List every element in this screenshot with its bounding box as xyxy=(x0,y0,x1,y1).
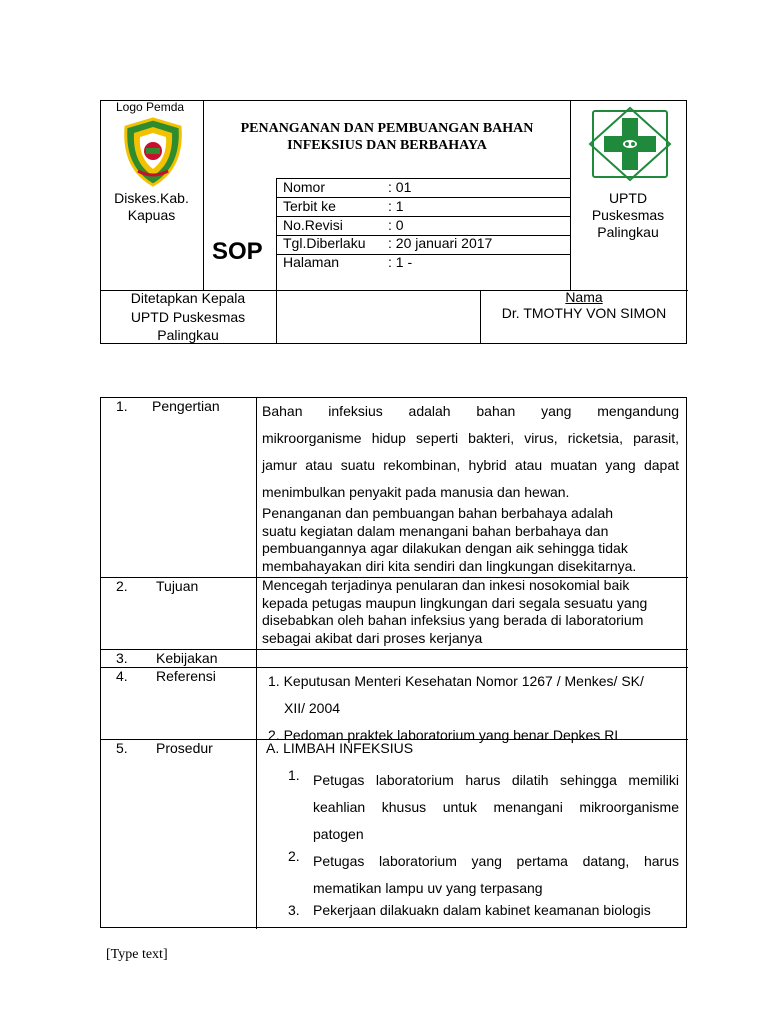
prosedur-heading: A. LIMBAH INFEKSIUS xyxy=(266,740,414,756)
text-line: membahayakan diri kita sendiri dan lingkungan disekitarnya. xyxy=(262,557,637,574)
referensi-item-2: 2. Pedoman praktek laboratorium yang benar Depkes RI xyxy=(268,727,619,743)
prosedur-item-number: 2. xyxy=(288,848,300,864)
ditetapkan-line1: Ditetapkan Kepala xyxy=(130,290,246,306)
dinas-line2: Kapuas xyxy=(127,207,176,223)
referensi-item-1: 1. Keputusan Menteri Kesehatan Nomor 1267 / Menkes/ SK/ xyxy=(268,673,644,689)
meta-key: No.Revisi xyxy=(283,217,343,233)
meta-value: : 01 xyxy=(388,179,412,195)
text-line: disebabkan oleh bahan infeksius yang berada di laboratorium xyxy=(262,612,644,628)
section-number: 2. xyxy=(116,578,128,594)
prosedur-item-number: 3. xyxy=(288,902,300,918)
meta-key: Nomor xyxy=(283,179,326,195)
meta-key: Terbit ke xyxy=(283,198,336,214)
nama-value: Dr. TMOTHY VON SIMON xyxy=(501,305,667,321)
text-line: keahlian khusus untuk menangani mikroorganisme xyxy=(313,799,679,815)
footer-text: [Type text] xyxy=(106,947,168,962)
section-label-prosedur: Prosedur xyxy=(156,740,213,756)
puskesmas-logo-icon xyxy=(588,106,672,182)
meta-key: Tgl.Diberlaku xyxy=(283,235,366,251)
section-number: 3. xyxy=(116,650,128,666)
text-line: Pekerjaan dilakuakn dalam kabinet keamanan biologis xyxy=(313,902,651,918)
section-label-kebijakan: Kebijakan xyxy=(156,650,218,666)
text-line: sebagai akibat dari proses kerjanya xyxy=(262,629,483,646)
text-line: jamur atau suatu rekombinan, hybrid atau muatan yang dapat xyxy=(262,457,679,473)
section-label-pengertian: Pengertian xyxy=(152,398,220,414)
ditetapkan-line3: Palingkau xyxy=(157,327,219,343)
text-line: mematikan lampu uv yang terpasang xyxy=(313,880,543,896)
puskesmas-line1: UPTD xyxy=(608,190,648,206)
referensi-list xyxy=(268,668,685,749)
ditetapkan-label xyxy=(100,289,276,345)
puskesmas-label xyxy=(574,190,682,241)
text-line: Mencegah terjadinya penularan dan inkesi nosokomial baik xyxy=(262,577,630,593)
title-line1: PENANGANAN DAN PEMBUANGAN BAHAN xyxy=(240,121,534,136)
text-line: pembuangannya agar dilakukan dengan aik sehingga tidak xyxy=(262,540,628,556)
text-line: patogen xyxy=(313,826,364,842)
meta-key: Halaman xyxy=(283,254,340,270)
meta-value: : 1 - xyxy=(388,254,413,270)
text-line: Petugas laboratorium harus dilatih sehingga memiliki xyxy=(313,772,679,788)
nama-label: Nama xyxy=(565,289,603,305)
text-line: kepada petugas maupun lingkungan dari segala sesuatu yang xyxy=(262,594,648,611)
tujuan-text xyxy=(262,577,679,647)
pemda-logo-icon xyxy=(118,117,188,187)
meta-value: : 20 januari 2017 xyxy=(388,235,493,251)
prosedur-item-1 xyxy=(313,767,679,848)
referensi-item-1-cont: XII/ 2004 xyxy=(284,700,341,716)
section-number: 4. xyxy=(116,668,128,684)
section-number: 1. xyxy=(116,398,128,414)
prosedur-item-number: 1. xyxy=(288,767,300,783)
section-number: 5. xyxy=(116,740,128,756)
text-line: suatu kegiatan dalam menangani bahan berbahaya dan xyxy=(262,522,609,539)
prosedur-item-3 xyxy=(313,902,679,919)
text-line: Petugas laboratorium yang pertama datang, harus xyxy=(313,853,679,869)
puskesmas-line2: Puskesmas xyxy=(591,207,665,223)
puskesmas-line3: Palingkau xyxy=(597,224,659,240)
meta-value: : 1 xyxy=(388,198,404,214)
prosedur-item-2 xyxy=(313,848,679,902)
sop-label: SOP xyxy=(212,238,263,265)
meta-value: : 0 xyxy=(388,217,404,233)
logo-label: Logo Pemda xyxy=(116,100,185,114)
dinas-line1: Diskes.Kab. xyxy=(114,190,189,206)
text-line: menimbulkan penyakit pada manusia dan hewan. xyxy=(262,484,570,500)
dinas-label xyxy=(100,190,203,224)
section-label-referensi: Referensi xyxy=(156,668,216,684)
section-label-tujuan: Tujuan xyxy=(156,578,199,594)
ditetapkan-line2: UPTD Puskesmas xyxy=(130,308,246,325)
text-line: Penanganan dan pembuangan bahan berbahaya adalah xyxy=(262,505,614,521)
pengertian-paragraph-2 xyxy=(262,505,679,575)
text-line: Bahan infeksius adalah bahan yang mengandung xyxy=(262,403,679,419)
pengertian-paragraph-1 xyxy=(262,398,679,506)
text-line: mikroorganisme hidup seperti bakteri, virus, ricketsia, parasit, xyxy=(262,430,679,446)
document-title xyxy=(212,120,562,154)
title-line2: INFEKSIUS DAN BERBAHAYA xyxy=(287,138,487,153)
